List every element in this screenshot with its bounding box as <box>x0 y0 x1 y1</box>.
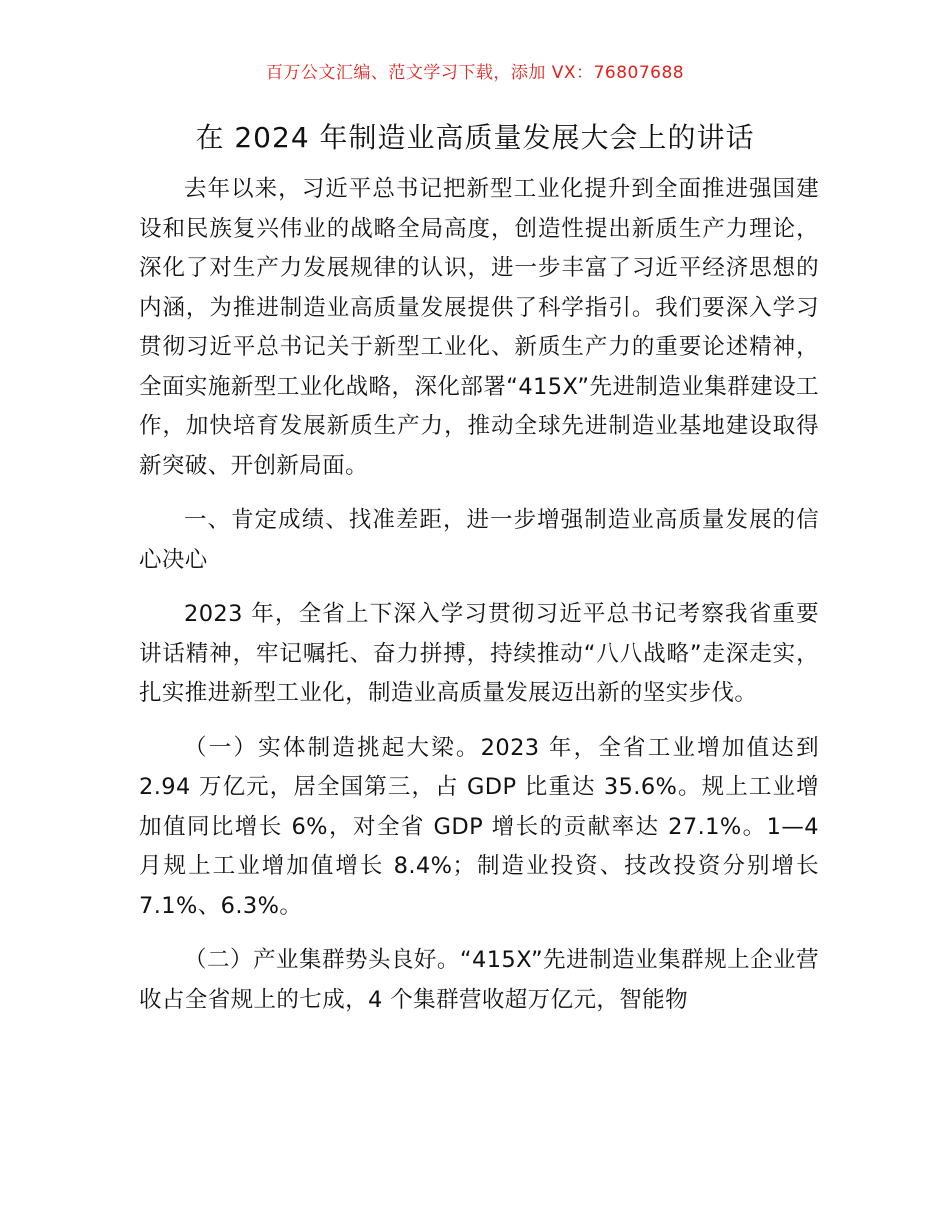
section-heading-1: 一、肯定成绩、找准差距，进一步增强制造业高质量发展的信心决心 <box>139 507 819 573</box>
paragraph-point-1: （一）实体制造挑起大梁。2023 年，全省工业增加值达到 2.94 万亿元，居全国第三，占 GDP 比重达 35.6%。规上工业增加值同比增长 6%，对全省 GDP 增长的贡献率达 27.1%。1—4 月规上工业增加值增长 8.4%；制造业投资、技改投资分别增长 7.1%、6.3%。 <box>139 734 819 919</box>
paragraph-2023-summary: 2023 年，全省上下深入学习贯彻习近平总书记考察我省重要讲话精神，牢记嘱托、奋力拼搏，持续推动“八八战略”走深走实，扎实推进新型工业化，制造业高质量发展迈出新的坚实步伐。 <box>139 601 819 706</box>
document-body <box>139 170 819 1035</box>
page-title: 在 2024 年制造业高质量发展大会上的讲话 <box>195 121 755 154</box>
header-contact-note: 百万公文汇编、范文学习下载，添加 VX：76807688 <box>265 63 685 83</box>
paragraph-point-2: （二）产业集群势头良好。“415X”先进制造业集群规上企业营收占全省规上的七成，4 个集群营收超万亿元，智能物 <box>139 947 819 1013</box>
paragraph-intro: 去年以来，习近平总书记把新型工业化提升到全面推进强国建设和民族复兴伟业的战略全局高度，创造性提出新质生产力理论，深化了对生产力发展规律的认识，进一步丰富了习近平经济思想的内涵，为推进制造业高质量发展提供了科学指引。我们要深入学习贯彻习近平总书记关于新型工业化、新质生产力的重要论述精神，全面实施新型工业化战略，深化部署“415X”先进制造业集群建设工作，加快培育发展新质生产力，推动全球先进制造业基地建设取得新突破、开创新局面。 <box>139 176 819 479</box>
